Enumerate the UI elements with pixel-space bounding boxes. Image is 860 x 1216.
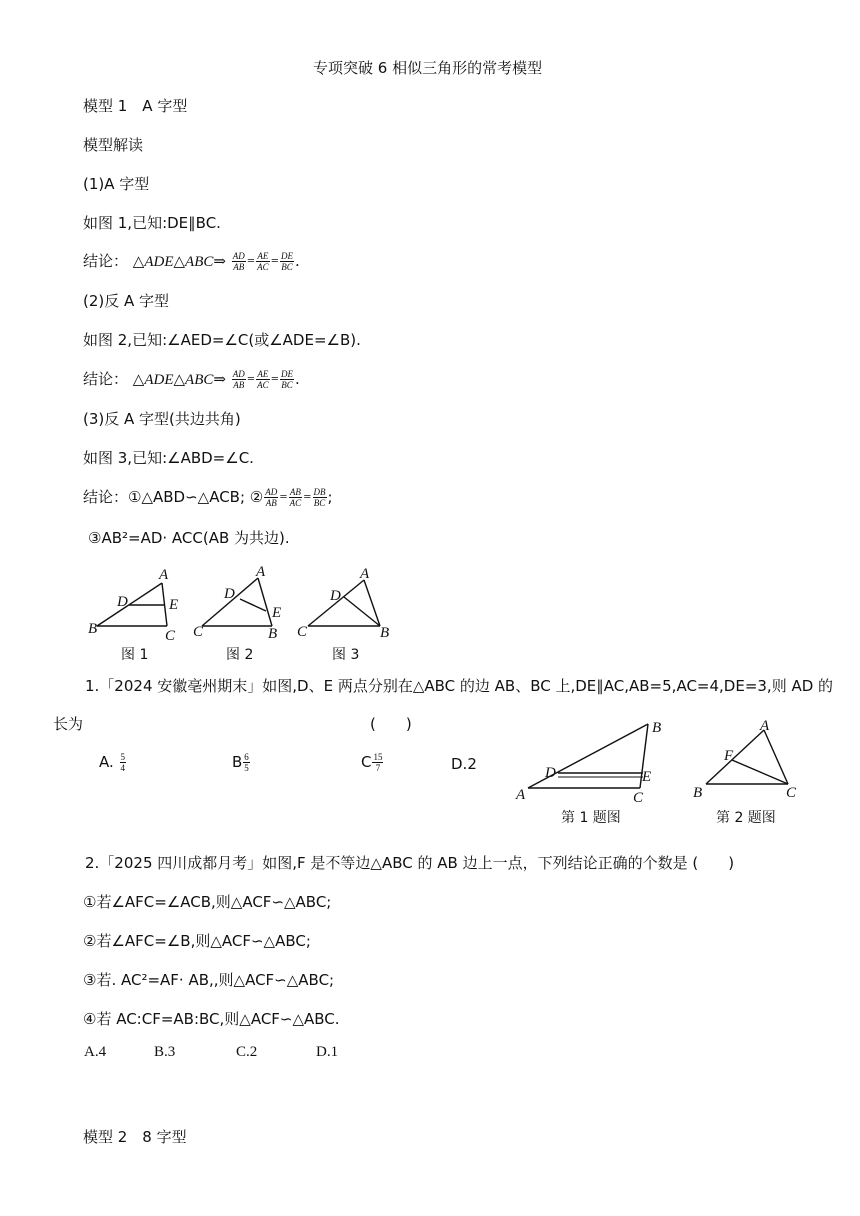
svg-text:A: A: [360, 566, 370, 582]
q2-figure: [688, 716, 818, 828]
svg-text:E: E: [642, 769, 652, 785]
svg-text:C: C: [193, 624, 204, 640]
svg-text:A: A: [159, 567, 169, 583]
fraction: $\frac{AE}{AC}$: [257, 251, 269, 272]
q1-figure: [512, 716, 672, 828]
fraction: $\frac{DE}{BC}$: [281, 251, 294, 272]
b-type-title: (2)反 A 字型: [83, 292, 170, 310]
fraction: $\frac{AD}{AB}$: [265, 487, 278, 508]
svg-text:B: B: [693, 785, 703, 801]
q1-option-d: D.2: [451, 755, 477, 773]
figure-2: [190, 566, 295, 666]
page-title: 专项突破 6 相似三角形的常考模型: [313, 59, 543, 77]
fraction: $\frac{AE}{AC}$: [257, 369, 269, 390]
q2-statement-1: ①若∠AFC=∠ACB,则△ACF∽△ABC;: [83, 893, 332, 911]
svg-text:D: D: [224, 586, 235, 602]
svg-text:E: E: [272, 605, 282, 621]
a-type-title: (1)A 字型: [83, 175, 150, 193]
b-type-given: 如图 2,已知:∠AED=∠C(或∠ADE=∠B).: [83, 331, 361, 349]
q2-option-b: B.3: [154, 1044, 176, 1060]
c-type-conclusion: 结论：①△ABD∽△ACB; ② $\frac{AD}{AB}$ = $\frac{AB}{AC}$ = $\frac{DB}{BC}$ ;: [83, 487, 333, 508]
a-type-conclusion: 结论： △ADE△ABC⇒ $\frac{AD}{AB}$ = $\frac{AE}{AC}$ = $\frac{DE}{BC}$ .: [83, 251, 300, 272]
q1-option-c: C $\frac{15}{7}$: [361, 752, 383, 773]
svg-text:B: B: [268, 626, 278, 642]
a-type-given: 如图 1,已知:DE∥BC.: [83, 214, 221, 232]
q2-stem: 2.「2025 四川成都月考」如图,F 是不等边△ABC 的 AB 边上一点，下列结论正确的个数是 ( ): [85, 854, 735, 872]
svg-text:C: C: [633, 790, 644, 806]
svg-text:A: A: [256, 564, 266, 580]
q2-statement-4: ④若 AC:CF=AB:BC,则△ACF∽△ABC.: [83, 1010, 340, 1028]
figure-3: [294, 566, 404, 666]
svg-text:图 1: 图 1: [121, 647, 149, 663]
q2-option-d: D.1: [316, 1044, 339, 1060]
c-type-title: (3)反 A 字型(共边共角): [83, 410, 241, 428]
fraction: $\frac{AD}{AB}$: [232, 369, 245, 390]
svg-text:第 1 题图: 第 1 题图: [561, 810, 621, 826]
c-type-given: 如图 3,已知:∠ABD=∠C.: [83, 449, 254, 467]
svg-text:B: B: [380, 625, 390, 641]
svg-text:D: D: [545, 765, 556, 781]
q2-statement-2: ②若∠AFC=∠B,则△ACF∽△ABC;: [83, 932, 311, 950]
c-type-conclusion-3: ③AB²=AD· ACC(AB 为共边).: [88, 529, 290, 547]
svg-text:C: C: [165, 628, 176, 644]
fraction: $\frac{AD}{AB}$: [232, 251, 245, 272]
q1-stem-cont: 长为: [53, 715, 84, 733]
svg-text:C: C: [297, 624, 308, 640]
svg-text:F: F: [724, 748, 734, 764]
q1-option-a: A. $\frac{5}{4}$: [99, 752, 126, 773]
svg-text:B: B: [88, 621, 98, 637]
q2-option-a: A.4: [84, 1044, 107, 1060]
svg-text:图 3: 图 3: [332, 647, 360, 663]
figure-1: [85, 566, 190, 666]
svg-text:图 2: 图 2: [226, 647, 254, 663]
fraction: $\frac{DE}{BC}$: [281, 369, 294, 390]
q2-option-c: C.2: [236, 1044, 258, 1060]
svg-text:第 2 题图: 第 2 题图: [716, 810, 776, 826]
svg-text:C: C: [786, 785, 797, 801]
svg-text:D: D: [330, 588, 341, 604]
q1-answer-paren: ( ): [370, 715, 412, 733]
svg-text:E: E: [169, 597, 179, 613]
svg-text:D: D: [117, 594, 128, 610]
b-type-conclusion: 结论： △ADE△ABC⇒ $\frac{AD}{AB}$ = $\frac{AE}{AC}$ = $\frac{DE}{BC}$ .: [83, 369, 300, 390]
q1-option-b: B $\frac{6}{5}$: [232, 752, 249, 773]
fraction: $\frac{AB}{AC}$: [289, 487, 302, 508]
svg-text:A: A: [516, 787, 526, 803]
model2-heading: 模型 2 8 字型: [83, 1128, 187, 1146]
svg-text:B: B: [652, 720, 662, 736]
model-reading: 模型解读: [83, 136, 144, 154]
svg-text:A: A: [760, 718, 770, 734]
q2-statement-3: ③若. AC²=AF· AB,,则△ACF∽△ABC;: [83, 971, 335, 989]
model1-heading: 模型 1 A 字型: [83, 97, 188, 115]
q1-stem: 1.「2024 安徽亳州期末」如图,D、E 两点分别在△ABC 的边 AB、BC 上,DE∥AC,AB=5,AC=4,DE=3,则 AD 的: [85, 677, 834, 695]
fraction: $\frac{DB}{BC}$: [313, 487, 326, 508]
